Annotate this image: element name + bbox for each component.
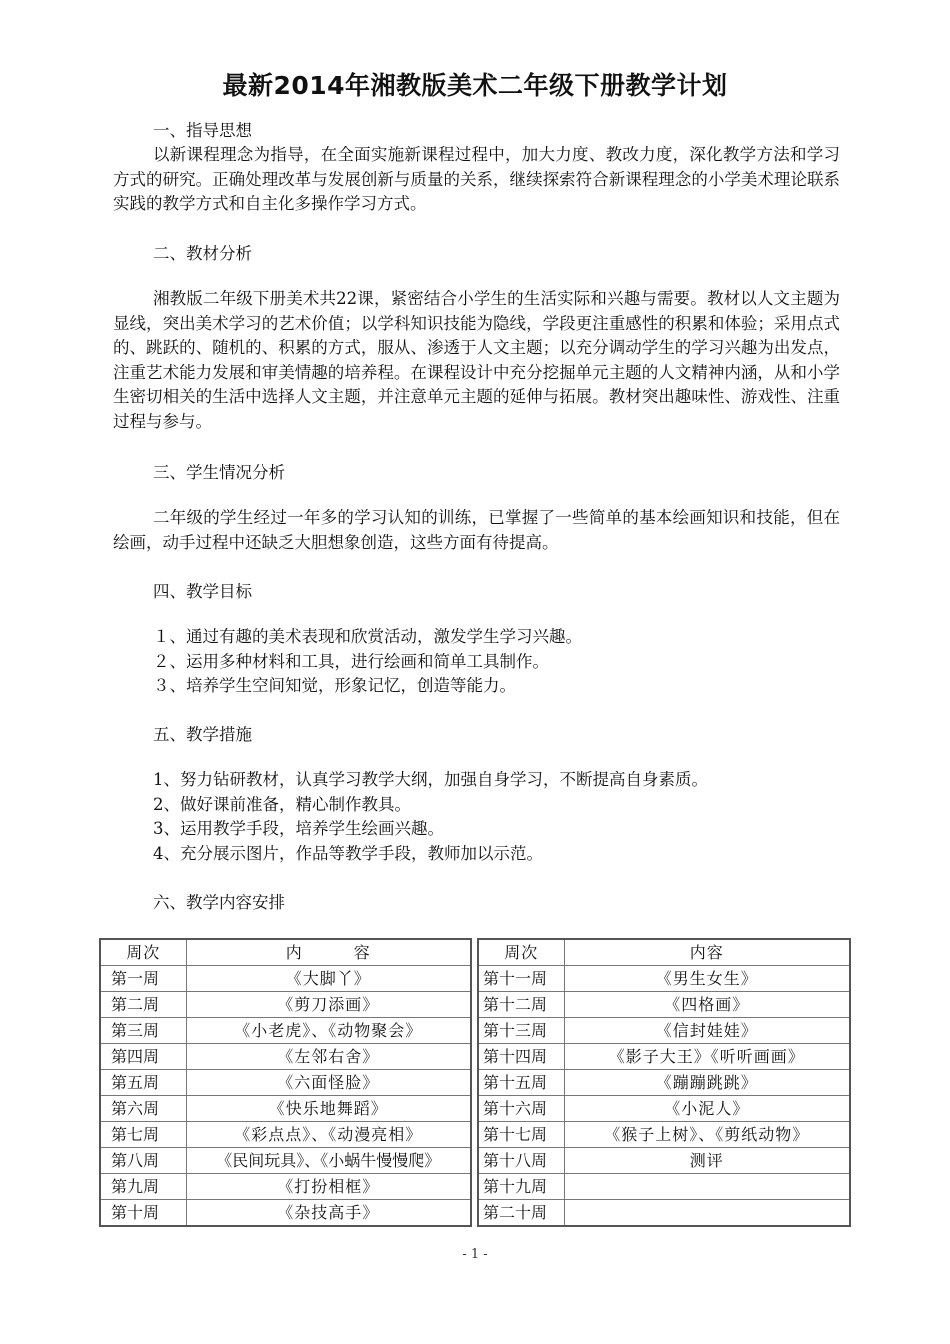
section-body-guiding-ideas: 以新课程理念为指导，在全面实施新课程过程中，加大力度、教改力度，深化教学方法和学习方式的研究。正确处理改革与发展创新与质量的关系，继续探索符合新课程理念的小学美术理论联系实践的教学方式和自主化多操作学习方式。 <box>113 145 840 214</box>
section-heading-teaching-goals: 四、教学目标 <box>153 582 252 601</box>
week-column-header: 周次 <box>478 939 564 966</box>
week-cell: 第五周 <box>100 1070 186 1096</box>
section-heading-guiding-ideas: 一、指导思想 <box>153 121 252 140</box>
week-cell: 第十周 <box>100 1200 186 1227</box>
content-cell: 《打扮相框》 <box>186 1174 471 1200</box>
table-row <box>100 1018 471 1044</box>
week-column-header: 周次 <box>100 939 186 966</box>
teaching-goals-list <box>153 625 582 699</box>
week-cell: 第十二周 <box>478 992 564 1018</box>
week-cell: 第一周 <box>100 966 186 992</box>
page-number: - 1 - <box>462 1247 488 1262</box>
content-cell <box>564 1174 850 1200</box>
table-row <box>100 1148 471 1174</box>
table-row <box>478 992 850 1018</box>
week-cell: 第十六周 <box>478 1096 564 1122</box>
table-row <box>100 1096 471 1122</box>
table-row <box>478 1122 850 1148</box>
table-header-row <box>100 939 471 966</box>
content-cell: 《大脚丫》 <box>186 966 471 992</box>
week-cell: 第十一周 <box>478 966 564 992</box>
table-row <box>100 1174 471 1200</box>
content-cell: 《四格画》 <box>564 992 850 1018</box>
content-cell: 《小老虎》、《动物聚会》 <box>186 1018 471 1044</box>
week-cell: 第十九周 <box>478 1174 564 1200</box>
week-cell: 第四周 <box>100 1044 186 1070</box>
list-item: ３、培养学生空间知觉，形象记忆，创造等能力。 <box>153 676 516 696</box>
content-cell: 《彩点点》、《动漫亮相》 <box>186 1122 471 1148</box>
content-column-header: 内容 <box>564 939 850 966</box>
content-cell: 《左邻右舍》 <box>186 1044 471 1070</box>
table-row <box>100 992 471 1018</box>
table-row <box>478 966 850 992</box>
schedule-table-left <box>99 938 472 1227</box>
content-cell: 《影子大王》《听听画画》 <box>564 1044 850 1070</box>
content-cell: 《杂技高手》 <box>186 1200 471 1227</box>
schedule-table-right <box>477 938 851 1227</box>
week-cell: 第十八周 <box>478 1148 564 1174</box>
week-cell: 第七周 <box>100 1122 186 1148</box>
week-cell: 第六周 <box>100 1096 186 1122</box>
content-cell: 《猴子上树》、《剪纸动物》 <box>564 1122 850 1148</box>
table-row <box>478 1096 850 1122</box>
list-item: 3、运用教学手段，培养学生绘画兴趣。 <box>153 819 444 839</box>
table-row <box>478 1018 850 1044</box>
table-row <box>478 1200 850 1227</box>
week-cell: 第二十周 <box>478 1200 564 1227</box>
content-cell: 《信封娃娃》 <box>564 1018 850 1044</box>
week-cell: 第二周 <box>100 992 186 1018</box>
list-item: 1、努力钻研教材，认真学习教学大纲，加强自身学习，不断提高自身素质。 <box>153 770 708 789</box>
section-body-student-analysis: 二年级的学生经过一年多的学习认知的训练，已掌握了一些简单的基本绘画知识和技能，但在绘画，动手过程中还缺乏大胆想象创造，这些方面有待提高。 <box>113 508 840 552</box>
section-heading-student-analysis: 三、学生情况分析 <box>153 463 285 482</box>
content-column-header: 内 容 <box>186 939 471 966</box>
list-item: 2、做好课前准备，精心制作教具。 <box>153 794 411 814</box>
table-row <box>100 1044 471 1070</box>
table-row <box>100 1122 471 1148</box>
table-row <box>478 1174 850 1200</box>
list-item: １、通过有趣的美术表现和欣赏活动，激发学生学习兴趣。 <box>153 627 582 646</box>
table-row <box>478 1148 850 1174</box>
content-cell: 测评 <box>564 1148 850 1174</box>
list-item: 4、充分展示图片，作品等教学手段，教师加以示范。 <box>153 843 543 863</box>
week-cell: 第三周 <box>100 1018 186 1044</box>
content-cell <box>564 1200 850 1227</box>
section-heading-material-analysis: 二、教材分析 <box>153 244 252 263</box>
content-cell: 《快乐地舞蹈》 <box>186 1096 471 1122</box>
content-cell: 《六面怪脸》 <box>186 1070 471 1096</box>
content-cell: 《男生女生》 <box>564 966 850 992</box>
content-cell: 《小泥人》 <box>564 1096 850 1122</box>
section-body-material-analysis: 湘教版二年级下册美术共22课，紧密结合小学生的生活实际和兴趣与需要。教材以人文主题为显线，突出美术学习的艺术价值；以学科知识技能为隐线，学段更注重感性的积累和体验；采用点式的、跳跃的、随机的、积累的方式，服从、渗透于人文主题；以充分调动学生的学习兴趣为出发点，注重艺术能力发展和审美情趣的培养程。在课程设计中充分挖掘单元主题的人文精神内涵，从和小学生密切相关的生活中选择人文主题，并注意单元主题的延伸与拓展。教材突出趣味性、游戏性、注重过程与参与。 <box>113 289 840 431</box>
week-cell: 第十四周 <box>478 1044 564 1070</box>
section-heading-teaching-measures: 五、教学措施 <box>153 725 252 744</box>
table-row <box>100 1200 471 1227</box>
content-cell: 《民间玩具》、《小蜗牛慢慢爬》 <box>186 1148 471 1174</box>
table-header-row <box>478 939 850 966</box>
teaching-measures-list <box>153 768 708 866</box>
week-cell: 第十五周 <box>478 1070 564 1096</box>
page-title: 最新2014年湘教版美术二年级下册教学计划 <box>222 71 728 100</box>
table-row <box>478 1070 850 1096</box>
week-cell: 第十七周 <box>478 1122 564 1148</box>
table-row <box>100 1070 471 1096</box>
table-row <box>478 1044 850 1070</box>
week-cell: 第十三周 <box>478 1018 564 1044</box>
week-cell: 第九周 <box>100 1174 186 1200</box>
section-heading-content-schedule: 六、教学内容安排 <box>153 893 285 912</box>
content-cell: 《剪刀添画》 <box>186 992 471 1018</box>
table-row <box>100 966 471 992</box>
week-cell: 第八周 <box>100 1148 186 1174</box>
list-item: ２、运用多种材料和工具，进行绘画和简单工具制作。 <box>153 651 549 671</box>
content-cell: 《蹦蹦跳跳》 <box>564 1070 850 1096</box>
